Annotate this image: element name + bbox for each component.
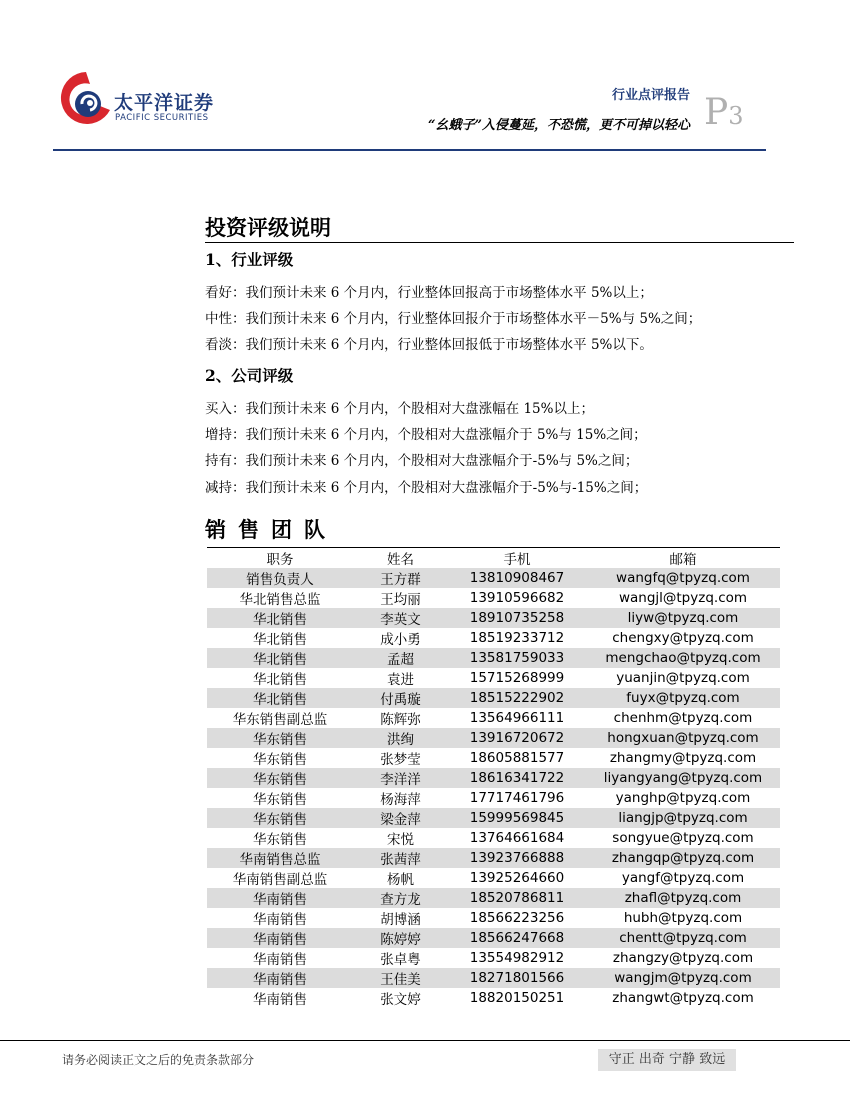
email-cell: zhangqp@tpyzq.com xyxy=(586,848,780,868)
name-cell: 李英文 xyxy=(353,608,448,628)
table-row xyxy=(207,868,780,888)
column-header-email: 邮箱 xyxy=(586,548,780,569)
position-cell: 华东销售 xyxy=(253,752,307,768)
phone-cell: 13923766888 xyxy=(448,848,586,868)
industry-rating-neutral: 中性：我们预计未来 6 个月内，行业整体回报介于市场整体水平－5%与 5%之间； xyxy=(205,311,702,327)
phone-cell: 18566247668 xyxy=(448,928,586,948)
phone-cell: 18605881577 xyxy=(469,750,565,766)
sales-team-title: 销售团队 xyxy=(205,517,337,542)
position-cell: 华东销售 xyxy=(207,808,353,828)
rating-section-title: 投资评级说明 xyxy=(205,215,331,240)
email-cell: fuyx@tpyzq.com xyxy=(586,688,780,708)
phone-cell: 13764661684 xyxy=(469,830,565,846)
company-rating-buy: 买入：我们预计未来 6 个月内，个股相对大盘涨幅在 15%以上； xyxy=(205,401,594,417)
name-cell: 王方群 xyxy=(353,568,448,588)
phone-cell: 18519233712 xyxy=(469,630,565,646)
position-cell: 华东销售副总监 xyxy=(232,712,328,728)
report-type: 行业点评报告 xyxy=(611,88,690,103)
table-row xyxy=(207,668,780,688)
company-name-en: PACIFIC SECURITIES xyxy=(115,113,209,123)
column-header-phone: 手机 xyxy=(448,548,586,569)
table-row xyxy=(207,948,780,968)
name-cell: 杨海萍 xyxy=(380,792,421,808)
position-cell: 华南销售 xyxy=(207,888,353,908)
position-cell: 华南销售 xyxy=(207,928,353,948)
email-cell: wangjm@tpyzq.com xyxy=(586,968,780,988)
phone-cell: 13916720672 xyxy=(448,728,586,748)
phone-cell: 13910596682 xyxy=(469,590,565,606)
phone-cell: 18616341722 xyxy=(448,768,586,788)
email-cell: chengxy@tpyzq.com xyxy=(612,630,754,646)
table-row xyxy=(207,928,780,948)
footer-motto: 守正 出奇 宁静 致远 xyxy=(598,1049,736,1071)
name-cell: 张茜萍 xyxy=(353,848,448,868)
report-title: “幺蛾子”入侵蔓延，不恐慌，更不可掉以轻心 xyxy=(428,118,690,133)
email-cell: wangfq@tpyzq.com xyxy=(586,568,780,588)
table-row xyxy=(207,988,780,1008)
table-row xyxy=(207,648,780,668)
phone-cell: 18520786811 xyxy=(448,888,586,908)
phone-cell: 13810908467 xyxy=(448,568,586,588)
email-cell: yangf@tpyzq.com xyxy=(621,870,745,886)
phone-cell: 18515222902 xyxy=(448,688,586,708)
table-row xyxy=(207,908,780,928)
position-cell: 华南销售 xyxy=(207,968,353,988)
position-cell: 华东销售 xyxy=(207,728,353,748)
phone-cell: 18566223256 xyxy=(469,910,565,926)
name-cell: 查方龙 xyxy=(353,888,448,908)
name-cell: 陈辉弥 xyxy=(380,712,421,728)
footer-disclaimer: 请务必阅读正文之后的免责条款部分 xyxy=(62,1053,255,1067)
table-header-row xyxy=(207,548,780,569)
email-cell: liyangyang@tpyzq.com xyxy=(586,768,780,788)
table-row xyxy=(207,708,780,728)
name-cell: 袁进 xyxy=(387,672,414,688)
name-cell: 张卓粤 xyxy=(380,952,421,968)
phone-cell: 17717461796 xyxy=(469,790,565,806)
email-cell: hongxuan@tpyzq.com xyxy=(586,728,780,748)
table-row xyxy=(207,888,780,908)
table-row xyxy=(207,608,780,628)
name-cell: 张梦莹 xyxy=(380,752,421,768)
email-cell: chenhm@tpyzq.com xyxy=(613,710,753,726)
phone-cell: 15999569845 xyxy=(448,808,586,828)
email-cell: hubh@tpyzq.com xyxy=(623,910,743,926)
company-rating-overweight: 增持：我们预计未来 6 个月内，个股相对大盘涨幅介于 5%与 15%之间； xyxy=(205,427,647,443)
name-cell: 李洋洋 xyxy=(353,768,448,788)
name-cell: 陈婷婷 xyxy=(353,928,448,948)
position-cell: 华南销售 xyxy=(253,992,307,1008)
position-cell: 华东销售 xyxy=(253,792,307,808)
column-header-position: 职务 xyxy=(207,548,353,569)
name-cell: 杨帆 xyxy=(387,872,414,888)
industry-rating-positive: 看好：我们预计未来 6 个月内，行业整体回报高于市场整体水平 5%以上； xyxy=(205,285,653,301)
position-cell: 华东销售 xyxy=(253,832,307,848)
company-rating-hold: 持有：我们预计未来 6 个月内，个股相对大盘涨幅介于-5%与 5%之间； xyxy=(205,453,639,469)
table-row xyxy=(207,568,780,588)
sales-team-table xyxy=(207,547,780,1008)
email-cell: yuanjin@tpyzq.com xyxy=(616,670,750,686)
position-cell: 华北销售 xyxy=(207,608,353,628)
position-cell: 华北销售总监 xyxy=(239,592,321,608)
table-row xyxy=(207,588,780,608)
name-cell: 梁金萍 xyxy=(353,808,448,828)
position-cell: 华南销售 xyxy=(253,912,307,928)
email-cell: wangjl@tpyzq.com xyxy=(618,590,748,606)
table-row xyxy=(207,968,780,988)
name-cell: 洪绚 xyxy=(353,728,448,748)
phone-cell: 15715268999 xyxy=(469,670,565,686)
name-cell: 孟超 xyxy=(353,648,448,668)
email-cell: zhafl@tpyzq.com xyxy=(586,888,780,908)
name-cell: 张文婷 xyxy=(380,992,421,1008)
position-cell: 华南销售 xyxy=(253,952,307,968)
position-cell: 华北销售 xyxy=(253,672,307,688)
email-cell: zhangwt@tpyzq.com xyxy=(612,990,754,1006)
column-header-name: 姓名 xyxy=(353,548,448,569)
phone-cell: 18910735258 xyxy=(448,608,586,628)
table-row xyxy=(207,688,780,708)
page-number: P3 xyxy=(704,92,744,133)
phone-cell: 13554982912 xyxy=(469,950,565,966)
phone-cell: 13564966111 xyxy=(469,710,565,726)
email-cell: liyw@tpyzq.com xyxy=(586,608,780,628)
email-cell: mengchao@tpyzq.com xyxy=(586,648,780,668)
company-name-cn: 太平洋证券 xyxy=(114,92,215,114)
position-cell: 华东销售 xyxy=(207,768,353,788)
position-cell: 华南销售总监 xyxy=(207,848,353,868)
name-cell: 宋悦 xyxy=(387,832,414,848)
table-row xyxy=(207,788,780,808)
company-logo xyxy=(60,70,235,132)
table-row xyxy=(207,768,780,788)
phone-cell: 18820150251 xyxy=(469,990,565,1006)
email-cell: yanghp@tpyzq.com xyxy=(615,790,751,806)
email-cell: liangjp@tpyzq.com xyxy=(586,808,780,828)
phone-cell: 13581759033 xyxy=(448,648,586,668)
phone-cell: 13925264660 xyxy=(469,870,565,886)
table-row xyxy=(207,728,780,748)
company-rating-underweight: 减持：我们预计未来 6 个月内，个股相对大盘涨幅介于-5%与-15%之间； xyxy=(205,480,648,496)
industry-rating-negative: 看淡：我们预计未来 6 个月内，行业整体回报低于市场整体水平 5%以下。 xyxy=(205,337,653,353)
rating-title-divider xyxy=(205,242,794,243)
name-cell: 成小勇 xyxy=(380,632,421,648)
table-row xyxy=(207,748,780,768)
table-row xyxy=(207,848,780,868)
position-cell: 华北销售 xyxy=(253,632,307,648)
position-cell: 华北销售 xyxy=(207,688,353,708)
name-cell: 胡博涵 xyxy=(380,912,421,928)
header-divider xyxy=(53,149,766,151)
logo-emblem-icon xyxy=(60,70,112,132)
position-cell: 销售负责人 xyxy=(207,568,353,588)
name-cell: 王佳美 xyxy=(353,968,448,988)
table-row xyxy=(207,828,780,848)
industry-rating-heading: 1、行业评级 xyxy=(205,250,294,269)
email-cell: zhangmy@tpyzq.com xyxy=(609,750,757,766)
name-cell: 王均丽 xyxy=(380,592,421,608)
name-cell: 付禹璇 xyxy=(353,688,448,708)
table-row xyxy=(207,628,780,648)
phone-cell: 18271801566 xyxy=(448,968,586,988)
position-cell: 华南销售副总监 xyxy=(232,872,328,888)
footer-divider xyxy=(0,1040,850,1041)
email-cell: songyue@tpyzq.com xyxy=(612,830,754,846)
table-row xyxy=(207,808,780,828)
email-cell: chentt@tpyzq.com xyxy=(586,928,780,948)
email-cell: zhangzy@tpyzq.com xyxy=(612,950,754,966)
position-cell: 华北销售 xyxy=(207,648,353,668)
company-rating-heading: 2、公司评级 xyxy=(205,366,294,385)
